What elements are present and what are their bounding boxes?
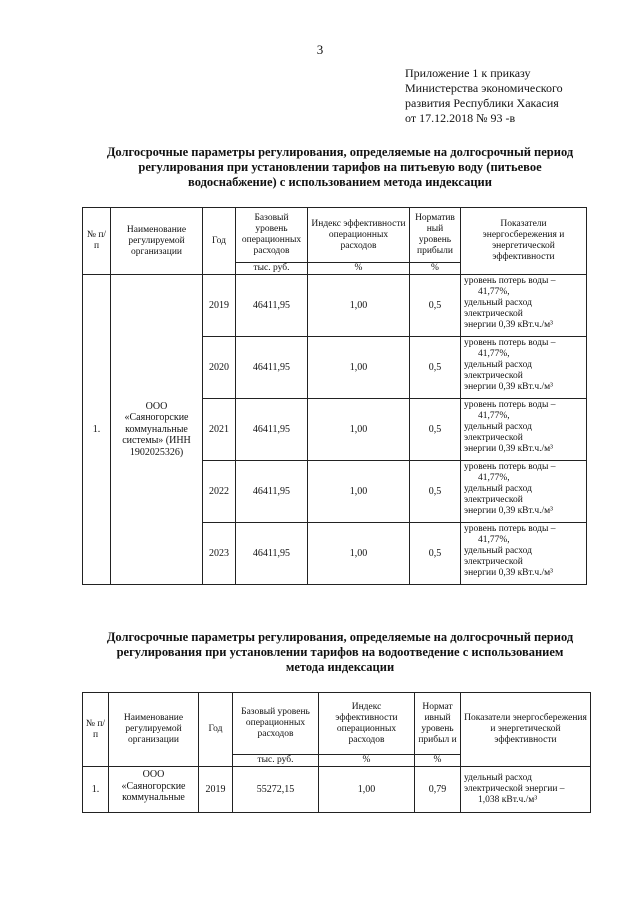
header-org: Наименование регулируемой организации xyxy=(111,208,203,275)
wastewater-table xyxy=(82,692,591,813)
index-cell: 1,00 xyxy=(308,275,410,337)
indicators-cell: уровень потерь воды – 41,77%, удельный расход электрической энергии 0,39 кВт.ч./м³ xyxy=(461,461,587,523)
header-norm: Норматив ный уровень прибыли xyxy=(410,208,461,263)
appendix-line: от 17.12.2018 № 93 -в xyxy=(405,111,516,125)
base-cell: 46411,95 xyxy=(236,275,308,337)
norm-cell: 0,5 xyxy=(410,523,461,585)
header-base: Базовый уровень операционных расходов xyxy=(236,208,308,263)
norm-cell: 0,79 xyxy=(415,767,461,813)
base-cell: 46411,95 xyxy=(236,523,308,585)
appendix-line: Приложение 1 к приказу xyxy=(405,66,531,80)
base-cell: 46411,95 xyxy=(236,399,308,461)
indicators-cell: уровень потерь воды – 41,77%, удельный расход электрической энергии 0,39 кВт.ч./м³ xyxy=(461,523,587,585)
title-line: Долгосрочные параметры регулирования, определяемые на долгосрочный период xyxy=(106,630,574,644)
header-org: Наименование регулируемой организации xyxy=(109,693,199,767)
appendix-note xyxy=(405,66,635,126)
org-name: ООО «Саяногорские коммунальные системы» (ИНН 1902025326) xyxy=(111,275,203,585)
year-cell: 2022 xyxy=(203,461,236,523)
org-name: ООО «Саяногорские коммунальные xyxy=(109,767,199,813)
norm-cell: 0,5 xyxy=(410,461,461,523)
title-line: Долгосрочные параметры регулирования, определяемые на долгосрочный период xyxy=(106,145,574,159)
norm-cell: 0,5 xyxy=(410,337,461,399)
index-cell: 1,00 xyxy=(308,461,410,523)
year-cell: 2021 xyxy=(203,399,236,461)
units-base: тыс. руб. xyxy=(236,263,308,275)
title-line: регулирования при установлении тарифов на водоотведение с использованием xyxy=(116,645,564,659)
year-cell: 2019 xyxy=(203,275,236,337)
header-index: Индекс эффективности операционных расходов xyxy=(319,693,415,755)
page-number: 3 xyxy=(316,42,324,57)
index-cell: 1,00 xyxy=(308,399,410,461)
norm-cell: 0,5 xyxy=(410,399,461,461)
norm-cell: 0,5 xyxy=(410,275,461,337)
units-norm: % xyxy=(415,755,461,767)
units-index: % xyxy=(319,755,415,767)
appendix-line: Министерства экономического xyxy=(405,81,563,95)
title-line: метода индексации xyxy=(285,660,395,674)
year-cell: 2019 xyxy=(199,767,233,813)
header-num: № п/п xyxy=(83,693,109,767)
title-line: регулирования при установлении тарифов на питьевую воду (питьевое xyxy=(138,160,542,174)
units-index: % xyxy=(308,263,410,275)
units-norm: % xyxy=(410,263,461,275)
section1-title xyxy=(60,145,620,190)
header-year: Год xyxy=(203,208,236,275)
index-cell: 1,00 xyxy=(319,767,415,813)
header-num: № п/п xyxy=(83,208,111,275)
title-line: водоснабжение) с использованием метода индексации xyxy=(188,175,492,189)
header-indicators: Показатели энергосбережения и энергетической эффективности xyxy=(461,208,587,275)
header-row xyxy=(83,693,591,755)
row-num: 1. xyxy=(83,767,109,813)
section2-title xyxy=(60,630,620,675)
table-row xyxy=(83,767,591,813)
units-base: тыс. руб. xyxy=(233,755,319,767)
indicators-cell: уровень потерь воды – 41,77%, удельный расход электрической энергии 0,39 кВт.ч./м³ xyxy=(461,337,587,399)
base-cell: 55272,15 xyxy=(233,767,319,813)
row-num: 1. xyxy=(83,275,111,585)
header-norm: Нормат ивный уровень прибыл и xyxy=(415,693,461,755)
year-cell: 2023 xyxy=(203,523,236,585)
header-year: Год xyxy=(199,693,233,767)
base-cell: 46411,95 xyxy=(236,337,308,399)
header-base: Базовый уровень операционных расходов xyxy=(233,693,319,755)
appendix-line: развития Республики Хакасия xyxy=(405,96,559,110)
header-row xyxy=(83,208,587,263)
indicators-cell: удельный расход электрической энергии – 1,038 кВт.ч./м³ xyxy=(461,767,591,813)
header-indicators: Показатели энергосбережения и энергетической эффективности xyxy=(461,693,591,767)
index-cell: 1,00 xyxy=(308,523,410,585)
base-cell: 46411,95 xyxy=(236,461,308,523)
year-cell: 2020 xyxy=(203,337,236,399)
table-row xyxy=(83,275,587,337)
water-supply-table xyxy=(82,207,587,585)
indicators-cell: уровень потерь воды – 41,77%, удельный расход электрической энергии 0,39 кВт.ч./м³ xyxy=(461,399,587,461)
indicators-cell: уровень потерь воды – 41,77%, удельный расход электрической энергии 0,39 кВт.ч./м³ xyxy=(461,275,587,337)
header-index: Индекс эффективности операционных расходов xyxy=(308,208,410,263)
index-cell: 1,00 xyxy=(308,337,410,399)
